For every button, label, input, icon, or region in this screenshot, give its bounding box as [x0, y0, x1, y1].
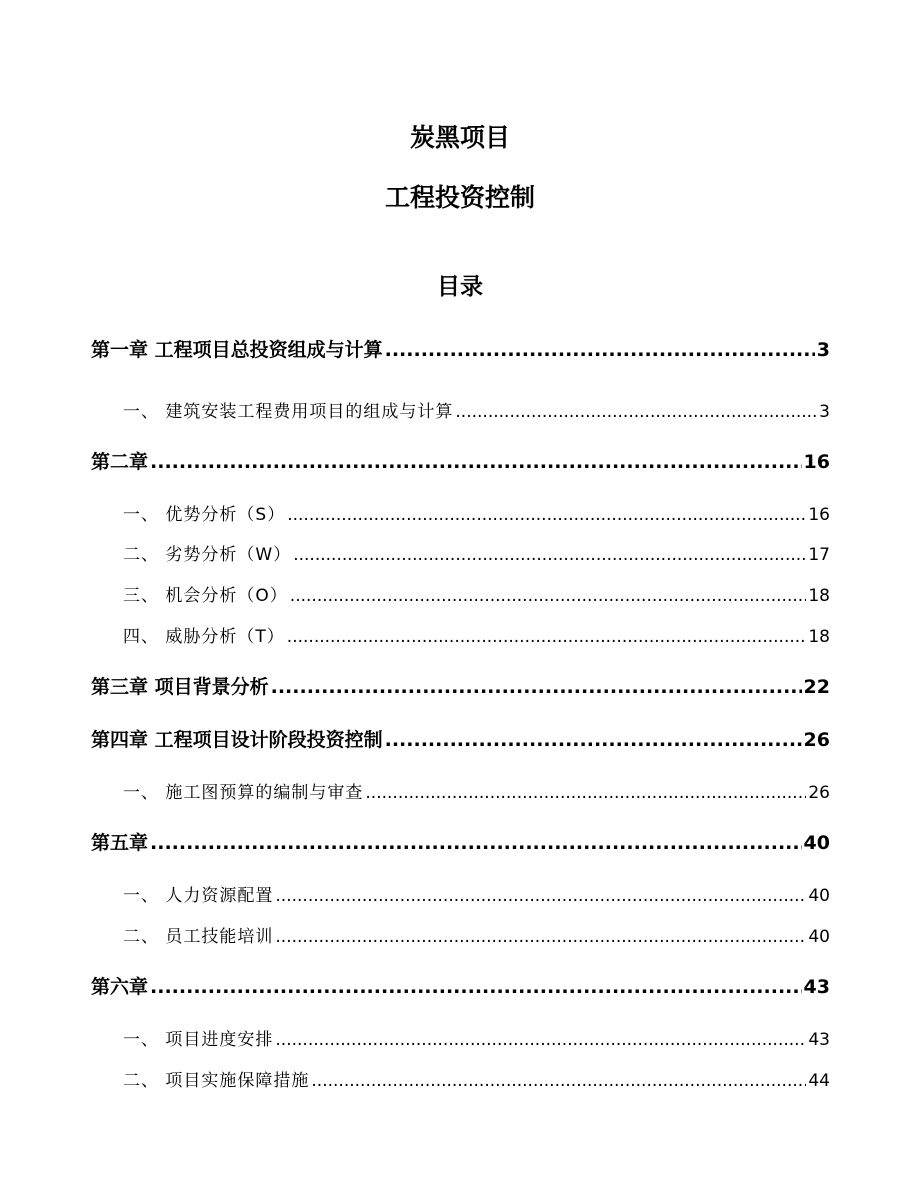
toc-page-number: 3: [819, 402, 830, 422]
toc-entry-text: 第二章: [91, 451, 149, 473]
toc-entry-text: 一、 项目进度安排: [123, 1030, 274, 1050]
toc-page-number: 40: [803, 832, 830, 854]
toc-page-number: 17: [808, 545, 830, 565]
toc-entry-chapter-5[interactable]: [91, 828, 830, 855]
toc-entry-text: 第四章 工程项目设计阶段投资控制: [91, 729, 383, 751]
toc-page-number: 40: [808, 886, 830, 906]
toc-entry-chapter-3[interactable]: [91, 672, 830, 699]
toc-entry[interactable]: [123, 622, 830, 647]
toc-entry[interactable]: [123, 1066, 830, 1091]
toc-heading: 目录: [437, 274, 483, 300]
toc-page-number: 44: [808, 1071, 830, 1091]
document-subtitle: 工程投资控制: [384, 183, 535, 212]
toc-entry-text: 一、 施工图预算的编制与审查: [123, 783, 364, 803]
toc-entry-text: 二、 劣势分析（W）: [123, 545, 292, 565]
toc-dot-leader: [287, 627, 807, 647]
toc-page-number: 26: [803, 729, 830, 751]
toc-dot-leader: [385, 339, 815, 361]
toc-dot-leader: [150, 976, 802, 998]
toc-page-number: 22: [803, 676, 830, 698]
document-title: 炭黑项目: [409, 123, 510, 152]
toc-entry-chapter-4[interactable]: [91, 725, 830, 752]
toc-dot-leader: [275, 886, 806, 906]
toc-entry-text: 第三章 项目背景分析: [91, 676, 269, 698]
toc-entry-chapter-2[interactable]: [91, 447, 830, 474]
toc-entry-text: 四、 威胁分析（T）: [123, 627, 285, 647]
toc-page-number: 16: [808, 505, 830, 525]
toc-page-number: 43: [803, 976, 830, 998]
toc-dot-leader: [311, 1071, 806, 1091]
toc-dot-leader: [287, 505, 806, 525]
toc-dot-leader: [275, 927, 806, 947]
toc-dot-leader: [385, 729, 802, 751]
toc-dot-leader: [150, 451, 802, 473]
toc-entry-chapter-6[interactable]: [91, 972, 830, 999]
toc-page-number: 18: [808, 627, 830, 647]
toc-dot-leader: [290, 586, 807, 606]
toc-entry-chapter-1[interactable]: [91, 335, 830, 362]
toc-dot-leader: [150, 832, 802, 854]
toc-entry[interactable]: [123, 540, 830, 565]
toc-page-number: 18: [808, 586, 830, 606]
toc-page-number: 43: [808, 1030, 830, 1050]
toc-entry-text: 一、 建筑安装工程费用项目的组成与计算: [123, 402, 454, 422]
toc-entry[interactable]: [123, 500, 830, 525]
toc-entry[interactable]: [123, 881, 830, 906]
toc-page-number: 40: [808, 927, 830, 947]
toc-entry-text: 二、 项目实施保障措施: [123, 1071, 310, 1091]
toc-entry[interactable]: [123, 1025, 830, 1050]
toc-page-number: 16: [803, 451, 830, 473]
toc-dot-leader: [275, 1030, 806, 1050]
toc-entry-text: 一、 优势分析（S）: [123, 505, 286, 525]
toc-entry-text: 第一章 工程项目总投资组成与计算: [91, 339, 383, 361]
toc-entry-text: 三、 机会分析（O）: [123, 586, 288, 606]
toc-dot-leader: [293, 545, 806, 565]
toc-page-number: 26: [808, 783, 830, 803]
toc-entry[interactable]: [123, 581, 830, 606]
toc-entry[interactable]: [123, 397, 830, 422]
toc-entry[interactable]: [123, 778, 830, 803]
toc-entry-text: 一、 人力资源配置: [123, 886, 274, 906]
toc-dot-leader: [455, 402, 817, 422]
toc-entry-text: 二、 员工技能培训: [123, 927, 274, 947]
toc-entry-text: 第五章: [91, 832, 149, 854]
toc-entry[interactable]: [123, 922, 830, 947]
toc-dot-leader: [271, 676, 802, 698]
toc-page-number: 3: [816, 339, 830, 361]
toc-dot-leader: [365, 783, 806, 803]
toc-entry-text: 第六章: [91, 976, 149, 998]
